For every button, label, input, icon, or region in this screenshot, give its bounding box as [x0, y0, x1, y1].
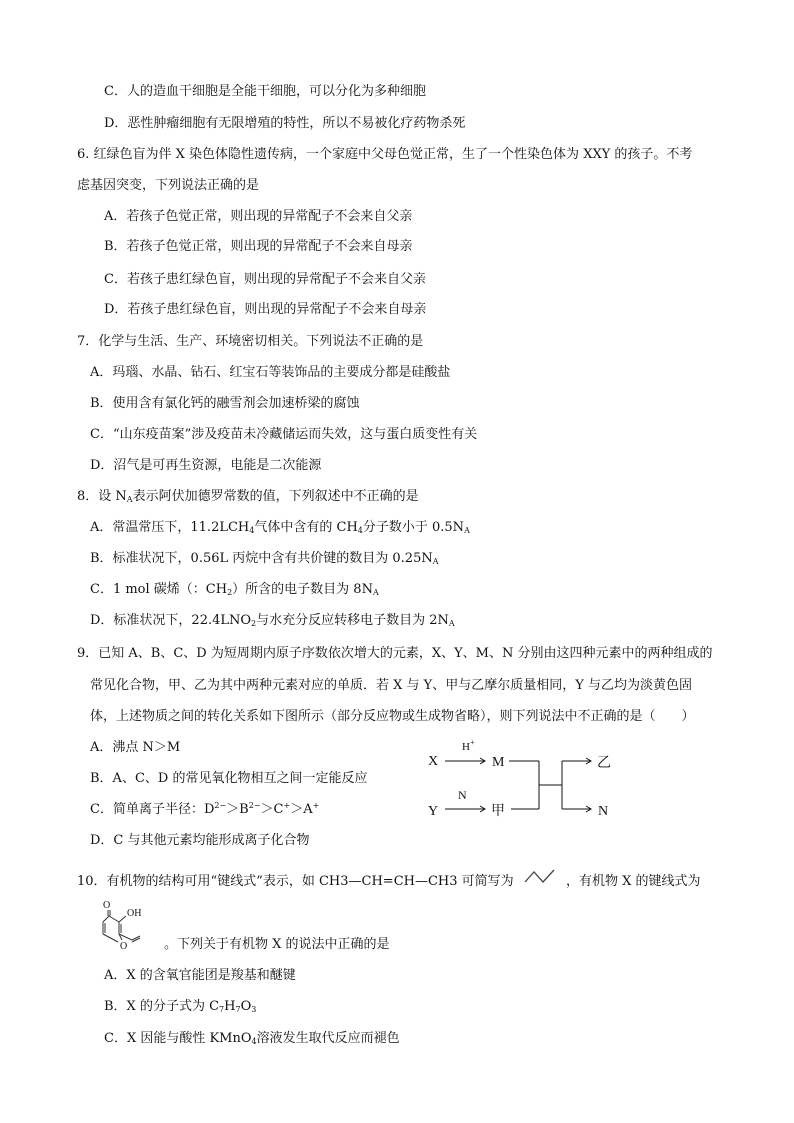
q8b-text-1: B．标准状况下，0.56L 丙烷中含有共价键的数目为 0.25N [90, 551, 433, 566]
q9-option-b: B．A、C、D 的常见氧化物相互之间一定能反应 [90, 771, 368, 786]
molecule-label-ring-o: O [120, 941, 128, 950]
q6-stem-line1: 6. 红绿色盲为伴 X 染色体隐性遗传病，一个家庭中父母色觉正常，生了一个性染色体为 XXY 的孩子。不考 [77, 147, 693, 162]
q7-option-c: C．“山东疫苗案”涉及疫苗未冷藏储运而失效，这与蛋白质变性有关 [90, 427, 478, 442]
q8d-text-2: 与水充分反应转移电子数目为 2N [256, 613, 449, 628]
molecule-x-structure [100, 898, 164, 950]
q7-option-b: B．使用含有氯化钙的融雪剂会加速桥梁的腐蚀 [90, 396, 360, 411]
q9-option-d: D．C 与其他元素均能形成离子化合物 [90, 833, 310, 848]
q8-stem-text: 8．设 N [77, 489, 127, 504]
q5-option-d: D．恶性肿瘤细胞有无限增殖的特性，所以不易被化疗药物杀死 [104, 116, 466, 131]
q8-option-d [90, 613, 455, 629]
q8c-sub-2: A [372, 588, 379, 597]
q8a-sub-1: 4 [249, 526, 255, 535]
q10c-text-1: C．X 因能与酸性 KMnO [104, 1031, 252, 1046]
q7-option-a: A．玛瑙、水晶、钻石、红宝石等装饰品的主要成分都是硅酸盐 [90, 365, 451, 380]
diagram-label-reagent-n: N [458, 788, 467, 802]
q8-stem [77, 489, 419, 505]
q9-stem-line1: 9．已知 A、B、C、D 为短周期内原子序数依次增大的元素，X、Y、M、N 分别由这四种元素中的两种组成的 [77, 646, 713, 661]
butene-bondline-icon [523, 864, 559, 886]
diagram-label-m: M [492, 755, 505, 770]
q8d-sub-2: A [448, 619, 455, 628]
q7-stem: 7．化学与生活、生产、环境密切相关。下列说法不正确的是 [77, 334, 424, 349]
q10-stem-line1-tail: ，有机物 X 的键线式为 [566, 874, 701, 889]
diagram-label-yi: 乙 [597, 756, 611, 771]
q9c-sup-2: 2− [248, 801, 261, 810]
q6-stem-line2: 虑基因突变，下列说法正确的是 [77, 178, 260, 193]
q9c-sup-1: 2− [214, 801, 227, 810]
q8-option-c [90, 582, 379, 598]
q10-option-c [104, 1031, 400, 1047]
q8-option-b [90, 551, 439, 567]
q10-option-a: A．X 的含氧官能团是羧基和醚键 [104, 968, 296, 983]
molecule-label-ketone-o: O [103, 900, 111, 911]
q8c-sub-1: 2 [227, 588, 233, 597]
q9c-sup-3: + [283, 801, 291, 810]
q5-option-c: C．人的造血干细胞是全能干细胞，可以分化为多种细胞 [104, 84, 426, 99]
q10-option-b [104, 999, 256, 1015]
q6-option-a: A．若孩子色觉正常，则出现的异常配子不会来自父亲 [104, 209, 413, 224]
q6-option-d: D．若孩子患红绿色盲，则出现的异常配子不会来自母亲 [104, 302, 427, 317]
q6-option-b: B．若孩子色觉正常，则出现的异常配子不会来自母亲 [104, 239, 413, 254]
diagram-label-n: N [598, 804, 609, 819]
q8a-text-2: 气体中含有的 CH [254, 520, 358, 535]
q10-stem-line2: 。下列关于有机物 X 的说法中正确的是 [164, 937, 390, 952]
q10b-sub-3: 3 [251, 1005, 257, 1014]
q9c-text-3: ＞C [260, 802, 284, 817]
diagram-label-x: X [428, 754, 439, 769]
q8a-sub-3: A [464, 526, 470, 535]
q9-reaction-diagram [418, 737, 638, 827]
q9-stem-line3: 体，上述物质之间的转化关系如下图所示（部分反应物或生成物省略），则下列说法中不正确的是（ ） [90, 709, 695, 724]
q7-option-d: D．沼气是可再生资源，电能是二次能源 [90, 458, 322, 473]
q9c-text-1: C．简单离子半径：D [90, 802, 215, 817]
q8-option-a [90, 520, 470, 536]
q8a-text-3: 分子数小于 0.5N [362, 520, 465, 535]
diagram-label-jia: 甲 [491, 804, 505, 819]
diagram-label-y: Y [428, 804, 439, 819]
q9c-text-2: ＞B [226, 802, 249, 817]
q8c-text-1: C．1 mol 碳烯（：CH [90, 582, 228, 597]
q10b-sub-2: 7 [235, 1005, 241, 1014]
q10c-sub-1: 4 [251, 1037, 257, 1046]
q10b-text-2: H [224, 999, 236, 1014]
q8b-sub-1: A [432, 557, 439, 566]
q10b-text-3: O [240, 999, 252, 1014]
diagram-label-hplus: H+ [462, 738, 475, 753]
q8a-sub-2: 4 [357, 526, 363, 535]
q9c-sup-4: + [312, 801, 320, 810]
q8a-text-1: A．常温常压下，11.2LCH [90, 520, 250, 535]
q8d-text-1: D．标准状况下，22.4LNO [90, 613, 252, 628]
molecule-label-oh: OH [127, 908, 142, 919]
q8-stem-sub: A [126, 495, 133, 504]
q6-option-c: C．若孩子患红绿色盲，则出现的异常配子不会来自父亲 [104, 272, 426, 287]
q8c-text-2: ）所含的电子数目为 8N [232, 582, 373, 597]
q9-stem-line2: 常见化合物，甲、乙为其中两种元素对应的单质．若 X 与 Y、甲与乙摩尔质量相同，Y 与乙均为淡黄色固 [90, 678, 692, 693]
q9-option-a: A．沸点 N＞M [90, 740, 181, 755]
q10b-text-1: B．X 的分子式为 C [104, 999, 220, 1014]
q8-stem-text-2: 表示阿伏加德罗常数的值，下列叙述中不正确的是 [132, 489, 419, 504]
q9c-text-4: ＞A [290, 802, 313, 817]
q8d-sub-1: 2 [251, 619, 257, 628]
q10c-text-2: 溶液发生取代反应而褪色 [256, 1031, 400, 1046]
q10b-sub-1: 7 [219, 1005, 225, 1014]
q10-stem-line1: 10．有机物的结构可用“键线式”表示，如 CH3—CH=CH—CH3 可简写为 [77, 874, 514, 889]
q9-option-c [90, 802, 319, 818]
